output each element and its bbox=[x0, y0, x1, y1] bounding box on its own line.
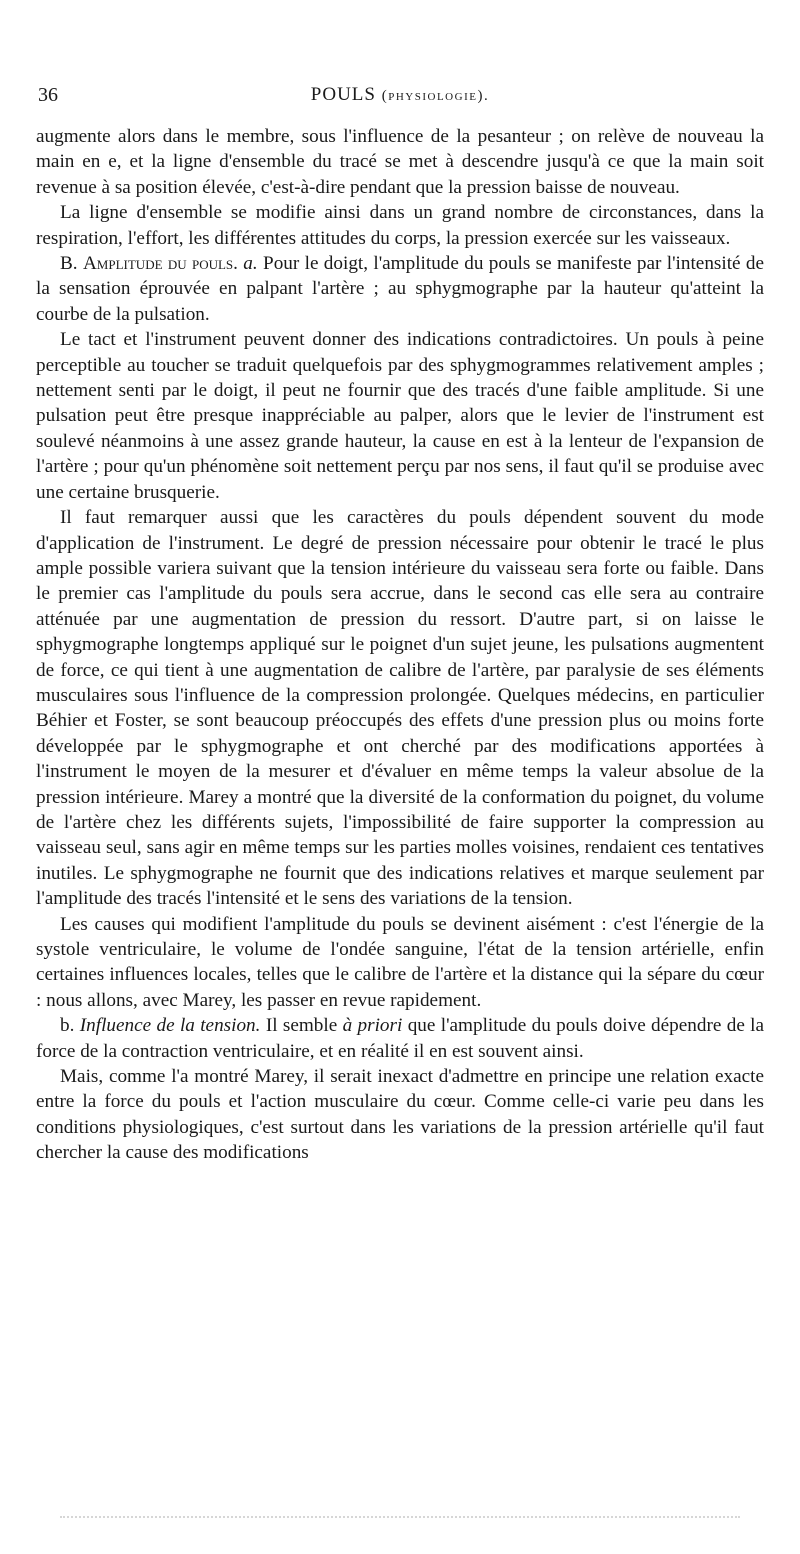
paragraph-3 bbox=[36, 251, 764, 327]
running-title bbox=[38, 84, 762, 106]
paragraph-6: Les causes qui modifient l'amplitude du pouls se devinent aisément : c'est l'énergie de la systole ventriculaire, le volume de l'ondée sanguine, l'état de la tension artérielle, enfin certaines influences locales, telles que le calibre de l'artère et la distance qui la sépare du cœur : nous allons, avec Marey, les passer en revue rapidement. bbox=[36, 913, 764, 1011]
paragraph-4: Le tact et l'instrument peuvent donner des indications contradictoires. Un pouls à peine perceptible au toucher se traduit quelquefois par des sphygmogrammes relativement amples ; nettement senti par le doigt, il peut ne fournir que des tracés d'une faible amplitude. Si une pulsation peut être presque inappréciable au palper, alors que le levier de l'instrument est soulevé néanmoins à une assez grande hauteur, la cause en est à la lenteur de l'expansion de l'artère ; pour qu'un phénomène soit nettement perçu par nos sens, il faut qu'il se produise avec une certaine brusquerie. bbox=[36, 329, 764, 503]
page-number: 36 bbox=[38, 84, 58, 106]
scan-noise bbox=[60, 1516, 740, 1520]
subsection-heading: Influence de la tension. bbox=[79, 1015, 261, 1037]
paragraph-7-text-b: que l'amplitude du pouls doive dépendre de la force de la contraction ventriculaire, et en réalité il en est souvent ainsi. bbox=[36, 1015, 765, 1062]
paragraph-5: Il faut remarquer aussi que les caractères du pouls dépendent souvent du mode d'application de l'instrument. Le degré de pression nécessaire pour obtenir le tracé le plus ample possible variera suivant que la tension intérieure du vaisseau sera forte ou faible. Dans le premier cas l'amplitude du pouls sera accrue, dans le second cas elle sera au contraire atténuée par une augmentation de pression du ressort. D'autre part, si on laisse le sphygmographe longtemps appliqué sur le poignet d'un sujet jeune, les pulsations augmentent de force, ce qui tient à une augmentation de calibre de l'artère, par paralysie de ses éléments musculaires sous l'influence de la compression prolongée. Quelques médecins, en particulier Béhier et Foster, se sont beaucoup préoccupés des effets d'une pression plus ou moins forte développée par le sphygmographe et ont cherché par des modifications apportées à l'instrument le moyen de la mesurer et d'évaluer en même temps la valeur absolue de la pression intérieure. Marey a montré que la diversité de la conformation du poignet, du volume de l'artère chez les différents sujets, l'impossibilité de faire supporter la compression au vaisseau seul, sans agir en même temps sur les parties molles voisines, rendaient ces tentatives inutiles. Le sphygmographe ne fournit que des indications relatives et marque seulement par l'amplitude des tracés l'intensité et le sens des variations de la tension. bbox=[36, 507, 764, 910]
paragraph-2: La ligne d'ensemble se modifie ainsi dans un grand nombre de circonstances, dans la respiration, l'effort, les différentes attitudes du corps, la pression exercée sur les vaisseaux. bbox=[36, 202, 764, 249]
paragraph-1: augmente alors dans le membre, sous l'influence de la pesanteur ; on relève de nouveau la main en e, et la ligne d'ensemble du tracé se met à descendre jusqu'à ce que la main soit revenue à sa position élevée, c'est-à-dire pendant que la pression baisse de nouveau. bbox=[36, 126, 764, 198]
section-heading: Amplitude du pouls. bbox=[82, 253, 238, 275]
section-label: B. bbox=[60, 253, 78, 275]
page-header bbox=[38, 84, 762, 114]
latin-phrase: à priori bbox=[342, 1015, 403, 1037]
paragraph-8: Mais, comme l'a montré Marey, il serait inexact d'admettre en principe une relation exacte entre la force du pouls et l'action musculaire du cœur. Comme celle-ci varie peu dans les conditions physiologiques, c'est surtout dans les variations de la pression artérielle qu'il faut chercher la cause des modifications bbox=[36, 1066, 764, 1164]
paragraph-7-text-a: Il semble bbox=[265, 1015, 338, 1037]
subsection-letter-a: a. bbox=[243, 253, 258, 275]
running-title-subtitle: (physiologie). bbox=[381, 88, 490, 104]
paragraph-3-text: Pour le doigt, l'amplitude du pouls se manifeste par l'intensité de la sensation éprouvée en palpant l'artère ; au sphygmographe par la hauteur qu'atteint la courbe de la pulsation. bbox=[36, 253, 765, 325]
body-text bbox=[36, 124, 764, 1166]
running-title-main: POULS bbox=[310, 84, 376, 105]
paragraph-7 bbox=[36, 1013, 764, 1064]
subsection-letter-b: b. bbox=[60, 1015, 75, 1037]
